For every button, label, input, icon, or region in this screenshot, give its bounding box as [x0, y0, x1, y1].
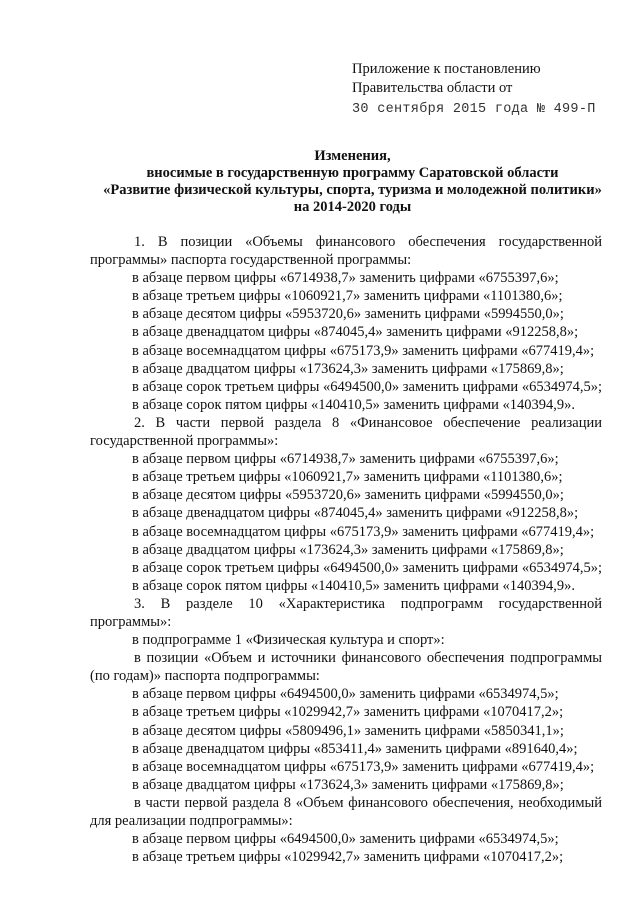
section-1-item: в абзаце десятом цифры «5953720,6» заменить цифрами «5994550,0»;: [132, 306, 564, 323]
section-1-item: в абзаце третьем цифры «1060921,7» заменить цифрами «1101380,6»;: [132, 288, 563, 305]
section-3-item: в абзаце третьем цифры «1029942,7» заменить цифрами «1070417,2»;: [132, 704, 564, 721]
approval-line-2: Правительства области от: [352, 80, 513, 96]
section-3-item: в абзаце двенадцатом цифры «853411,4» заменить цифрами «891640,4»;: [132, 740, 578, 757]
title-line-3: «Развитие физической культуры, спорта, туризма и молодежной политики»: [103, 182, 602, 198]
section-2-heading: 2. В части первой раздела 8 «Финансовое обеспечение реализации государственной программы»:: [90, 414, 602, 450]
section-3-heading: 3. В разделе 10 «Характеристика подпрограмм государственной программы»:: [90, 595, 602, 630]
approval-line-1: Приложение к постановлению: [352, 61, 541, 77]
section-3-item: в абзаце первом цифры «6494500,0» заменить цифрами «6534974,5»;: [132, 831, 559, 848]
document-body: [90, 233, 602, 866]
approval-block: [352, 60, 622, 119]
section-3-item: в абзаце двадцатом цифры «173624,3» заменить цифрами «175869,8»;: [132, 776, 564, 793]
section-3-part8: в части первой раздела 8 «Объем финансового обеспечения, необходимый для реализации подпрограммы»:: [90, 794, 602, 829]
section-1-item: в абзаце двадцатом цифры «173624,3» заменить цифрами «175869,8»;: [132, 360, 564, 377]
section-2-item: в абзаце двенадцатом цифры «874045,4» заменить цифрами «912258,8»;: [132, 505, 579, 522]
section-3-item: в абзаце десятом цифры «5809496,1» заменить цифрами «5850341,1»;: [132, 722, 564, 739]
title-line-1: Изменения,: [314, 148, 391, 164]
section-2-item: в абзаце сорок пятом цифры «140410,5» заменить цифрами «140394,9».: [132, 577, 576, 594]
section-1-item: в абзаце сорок пятом цифры «140410,5» заменить цифрами «140394,9».: [132, 396, 576, 413]
section-1-heading: 1. В позиции «Объемы финансового обеспечения государственной программы» паспорта государственной программы:: [90, 234, 602, 269]
section-2-item: в абзаце третьем цифры «1060921,7» заменить цифрами «1101380,6»;: [132, 469, 563, 486]
section-2-item: в абзаце восемнадцатом цифры «675173,9» заменить цифрами «677419,4»;: [132, 523, 595, 540]
section-3-item: в абзаце первом цифры «6494500,0» заменить цифрами «6534974,5»;: [132, 686, 559, 703]
section-1-item: в абзаце восемнадцатом цифры «675173,9» заменить цифрами «677419,4»;: [132, 342, 595, 359]
section-2-item: в абзаце сорок третьем цифры «6494500,0» заменить цифрами «6534974,5»;: [132, 559, 602, 576]
section-2-item: в абзаце десятом цифры «5953720,6» заменить цифрами «5994550,0»;: [132, 487, 564, 504]
approval-date-stamp: 30 сентября 2015 года № 499-П: [352, 102, 596, 117]
document-title: [80, 148, 625, 216]
section-1-item: в абзаце двенадцатом цифры «874045,4» заменить цифрами «912258,8»;: [132, 324, 579, 341]
section-3-subprogram: в подпрограмме 1 «Физическая культура и спорт»:: [132, 632, 445, 649]
section-3-item: в абзаце третьем цифры «1029942,7» заменить цифрами «1070417,2»;: [132, 849, 564, 866]
title-line-4: на 2014-2020 годы: [293, 199, 412, 215]
title-line-2: вносимые в государственную программу Саратовской области: [146, 165, 559, 181]
section-2-item: в абзаце первом цифры «6714938,7» заменить цифрами «6755397,6»;: [132, 451, 559, 468]
section-1-item: в абзаце сорок третьем цифры «6494500,0» заменить цифрами «6534974,5»;: [132, 378, 602, 395]
section-2-item: в абзаце двадцатом цифры «173624,3» заменить цифрами «175869,8»;: [132, 541, 564, 558]
section-3-position: в позиции «Объем и источники финансового обеспечения подпрограммы (по годам)» паспорта подпрограммы:: [90, 650, 602, 685]
section-3-item: в абзаце восемнадцатом цифры «675173,9» заменить цифрами «677419,4»;: [132, 758, 595, 775]
section-1-item: в абзаце первом цифры «6714938,7» заменить цифрами «6755397,6»;: [132, 270, 559, 287]
